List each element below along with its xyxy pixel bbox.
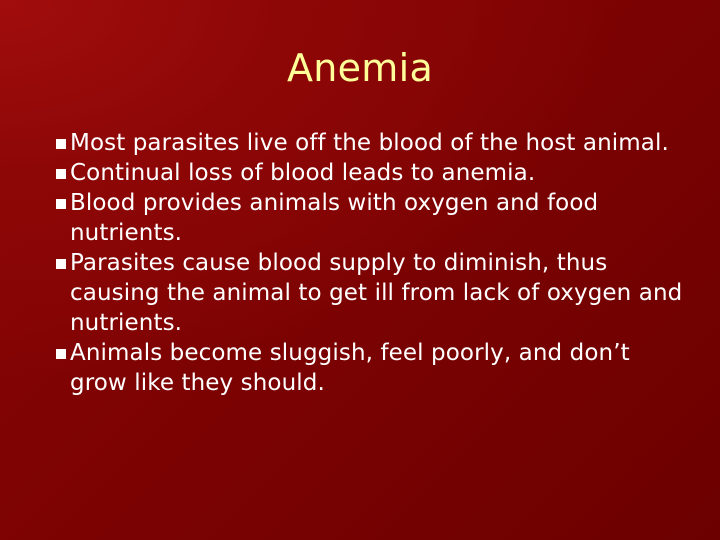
bullet-text: Most parasites live off the blood of the host animal. [70, 130, 669, 156]
bullet-item-5 [58, 338, 688, 398]
bullet-text: Animals become sluggish, feel poorly, and don’t grow like they should. [70, 340, 630, 396]
bullet-list [58, 128, 688, 398]
slide-title: Anemia [286, 46, 434, 90]
bullet-item-2 [58, 158, 688, 188]
bullet-text: Parasites cause blood supply to diminish, thus causing the animal to get ill from lack of oxygen and nutrients. [70, 250, 683, 336]
bullet-text: Blood provides animals with oxygen and food nutrients. [70, 190, 599, 246]
square-bullet-icon [56, 169, 66, 179]
square-bullet-icon [56, 259, 66, 269]
bullet-item-4 [58, 248, 688, 338]
square-bullet-icon [56, 139, 66, 149]
square-bullet-icon [56, 199, 66, 209]
square-bullet-icon [56, 349, 66, 359]
bullet-item-1 [58, 128, 688, 158]
bullet-text: Continual loss of blood leads to anemia. [70, 160, 536, 186]
bullet-item-3 [58, 188, 688, 248]
